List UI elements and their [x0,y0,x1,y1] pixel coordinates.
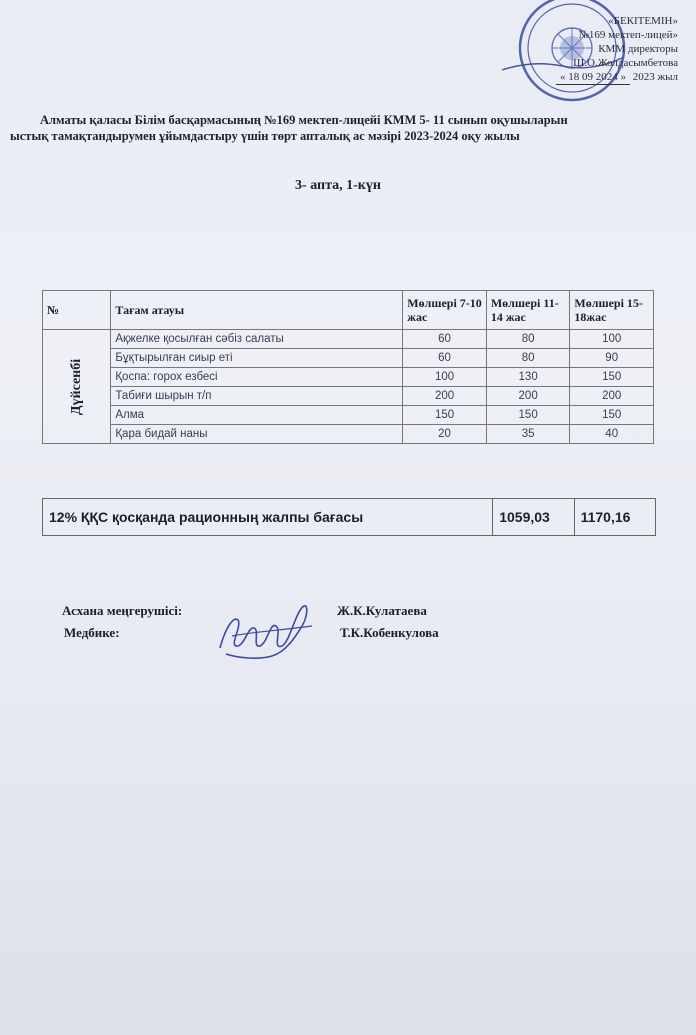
dish-name: Бұқтырылған сиыр еті [111,349,403,368]
header-portion-7-10: Мөлшері 7-10 жас [403,291,487,330]
portion-15-18: 90 [570,349,654,368]
week-day-label: 3- апта, 1-күн [295,178,381,193]
canteen-manager-name: Ж.К.Кулатаева [337,603,427,618]
portion-7-10: 60 [403,330,487,349]
portion-15-18: 100 [570,330,654,349]
table-row [43,368,654,387]
dish-name: Қоспа: горох езбесі [111,368,403,387]
portion-11-14: 150 [486,406,570,425]
price-value-1: 1059,03 [493,499,574,536]
header-portion-11-14: Мөлшері 11-14 жас [486,291,570,330]
header-dish-name: Тағам атауы [111,291,403,330]
dish-name: Алма [111,406,403,425]
canteen-manager-label: Асхана меңгерушісі: [62,603,183,618]
approval-line-4: Ш.О.Жолдасымбетова [573,57,678,69]
table-row [43,330,654,349]
approval-line-1: «БЕКІТЕМІН» [608,15,678,27]
approval-line-2: №169 мектеп-лицей» [578,29,678,41]
portion-15-18: 150 [570,406,654,425]
portion-15-18: 200 [570,387,654,406]
approval-line-3: КММ директоры [598,43,678,55]
price-value-2: 1170,16 [574,499,655,536]
header-num: № [43,291,111,330]
portion-11-14: 80 [486,349,570,368]
dish-name: Ақжелке қосылған сәбіз салаты [111,330,403,349]
portion-7-10: 100 [403,368,487,387]
title-line-1: Алматы қаласы Білім басқармасының №169 мектеп-лицейі КММ 5- 11 сынып оқушыларын [40,113,568,127]
table-row [43,406,654,425]
portion-7-10: 150 [403,406,487,425]
approval-year: 2023 жыл [632,71,678,83]
title-line-2: ыстық тамақтандырумен ұйымдастыру үшін төрт апталық ас мәзірі 2023-2024 оқу жылы [10,129,520,143]
portion-7-10: 200 [403,387,487,406]
portion-15-18: 40 [570,425,654,444]
day-cell [43,330,111,444]
table-row [43,387,654,406]
portion-11-14: 35 [486,425,570,444]
nurse-label: Медбике: [64,625,120,640]
price-table [42,498,656,536]
portion-7-10: 60 [403,349,487,368]
portion-7-10: 20 [403,425,487,444]
table-row [43,425,654,444]
dish-name: Табиғи шырын т/п [111,387,403,406]
header-portion-15-18: Мөлшері 15-18жас [570,291,654,330]
price-row [43,499,656,536]
portion-11-14: 200 [486,387,570,406]
nurse-name: Т.К.Кобенкулова [340,625,439,640]
menu-table-header-row [43,291,654,330]
day-label: Дүйсенбі [68,358,84,415]
approval-block [478,14,678,85]
table-row [43,349,654,368]
portion-11-14: 80 [486,330,570,349]
approval-date: « 18 09 2024 » [556,70,630,85]
handwritten-signature [212,596,322,666]
menu-table [42,290,654,444]
portion-11-14: 130 [486,368,570,387]
document-title [10,112,686,144]
dish-name: Қара бидай наны [111,425,403,444]
portion-15-18: 150 [570,368,654,387]
price-label: 12% ҚҚС қосқанда рационның жалпы бағасы [43,499,493,536]
